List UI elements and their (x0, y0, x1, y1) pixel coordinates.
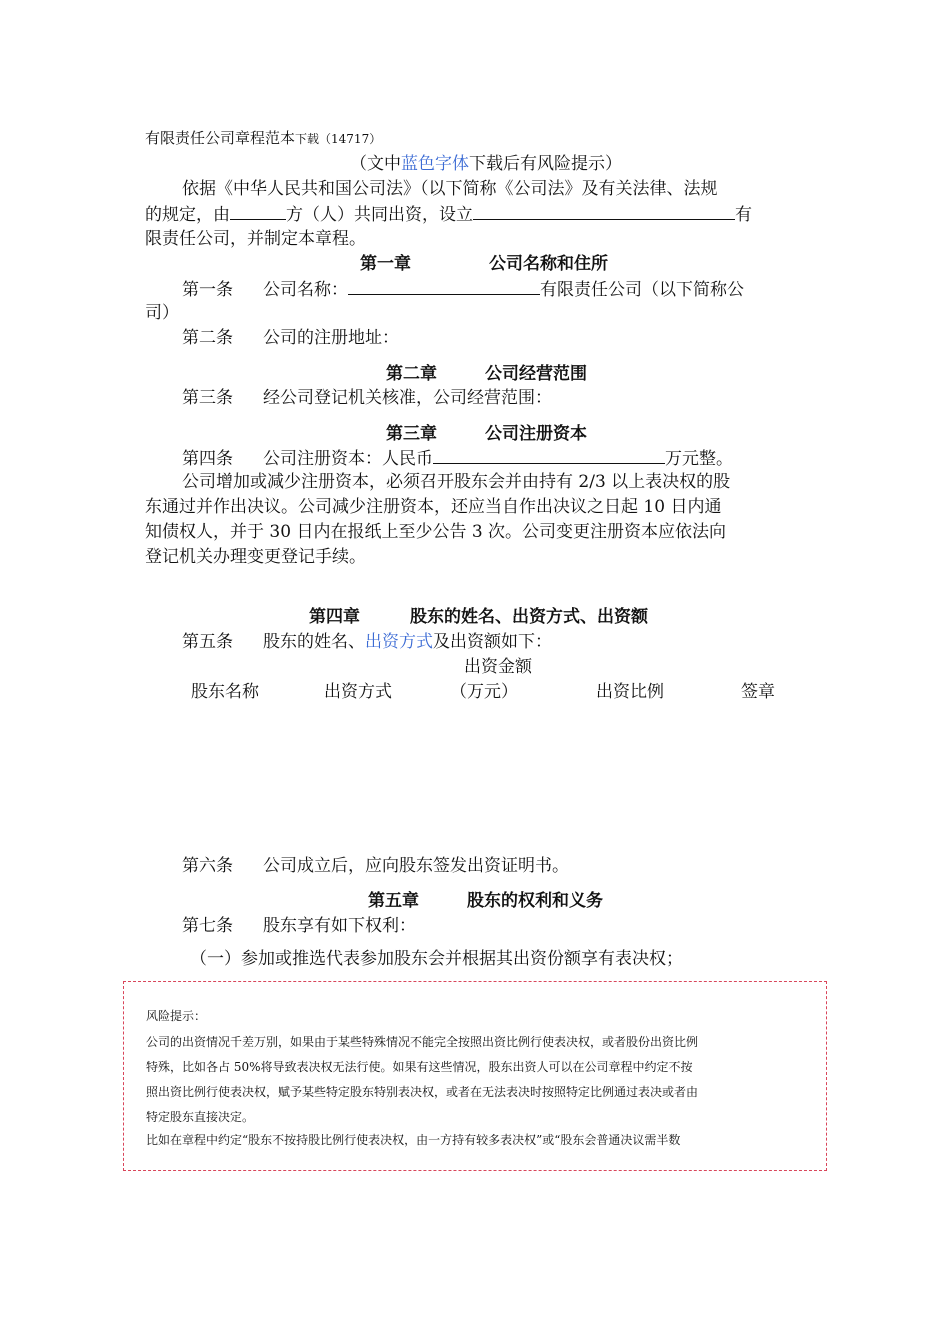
risk-text-line-1: 公司的出资情况千差万别，如果由于某些特殊情况不能完全按照出资比例行使表决权，或者股份出资比例 (146, 1035, 699, 1049)
chapter-2-heading (386, 363, 587, 385)
header-contribution-ratio: 出资比例 (596, 682, 664, 702)
article-4-para-3: 知债权人，并于 30 日内在报纸上至少公告 3 次。公司变更注册资本应依法向 (145, 522, 727, 542)
article-5-blue-text: 出资方式 (365, 632, 433, 652)
article-7 (182, 915, 416, 937)
chapter-1-title: 公司名称和住所 (489, 254, 608, 274)
risk-text-line-2: 特殊，比如各占 50%将导致表决权无法行使。如果有这些情况，股东出资人可以在公司章程中约定不按 (146, 1060, 693, 1074)
note-open: （文中 (350, 154, 401, 174)
article-7-item-1: （一）参加或推选代表参加股东会并根据其出资份额享有表决权； (190, 949, 683, 969)
chapter-2-title: 公司经营范围 (485, 364, 587, 384)
article-4-para-2: 东通过并作出决议。公司减少注册资本，还应当自作出决议之日起 10 日内通 (145, 497, 722, 517)
article-2 (182, 327, 399, 349)
doc-title-count: （14717） (319, 132, 382, 146)
company-name-field-blank[interactable] (348, 278, 540, 295)
registered-capital-blank[interactable] (433, 447, 665, 464)
preamble-line-3: 限责任公司，并制定本章程。 (145, 229, 366, 249)
investor-count-blank[interactable] (230, 203, 286, 220)
chapter-2-number: 第二章 (386, 364, 437, 384)
chapter-4-heading (309, 606, 648, 628)
article-7-text: 股东享有如下权利： (263, 916, 416, 936)
article-2-number: 第二条 (182, 328, 233, 348)
article-4-para-1: 公司增加或减少注册资本，必须召开股东会并由持有 2/3 以上表决权的股 (182, 472, 731, 492)
chapter-1-number: 第一章 (360, 254, 411, 274)
article-3-text: 经公司登记机关核准，公司经营范围： (263, 388, 552, 408)
preamble-line-2 (145, 203, 752, 226)
company-name-blank[interactable] (473, 203, 735, 220)
preamble-text-b: 方（人）共同出资，设立 (286, 205, 473, 225)
preamble-text-a: 的规定，由 (145, 205, 230, 225)
preamble-text-c: 有 (735, 205, 752, 225)
chapter-5-number: 第五章 (368, 891, 419, 911)
chapter-3-title: 公司注册资本 (485, 424, 587, 444)
blue-font-note (350, 153, 622, 175)
article-5-text-a: 股东的姓名、 (263, 632, 365, 652)
doc-title (145, 127, 381, 150)
note-close: 下载后有风险提示） (469, 154, 622, 174)
preamble-line-1: 依据《中华人民共和国公司法》（以下简称《公司法》及有关法律、法规 (182, 179, 718, 199)
article-6 (182, 855, 569, 877)
article-2-text: 公司的注册地址： (263, 328, 399, 348)
chapter-3-heading (386, 423, 587, 445)
chapter-3-number: 第三章 (386, 424, 437, 444)
article-3-number: 第三条 (182, 388, 233, 408)
chapter-1-heading (360, 253, 608, 275)
header-contribution-method: 出资方式 (324, 682, 392, 702)
article-4-text-a: 公司注册资本：人民币 (263, 449, 433, 469)
article-1 (182, 278, 744, 301)
article-4-text-b: 万元整。 (665, 449, 733, 469)
risk-text-line-4: 特定股东直接决定。 (146, 1110, 255, 1124)
header-seal: 签章 (741, 682, 775, 702)
risk-text-line-3: 照出资比例行使表决权，赋予某些特定股东特别表决权，或者在无法表决时按照特定比例通过表决或者由 (146, 1085, 699, 1099)
article-3 (182, 387, 552, 409)
article-6-number: 第六条 (182, 856, 233, 876)
article-1-number: 第一条 (182, 280, 233, 300)
article-6-text: 公司成立后，应向股东签发出资证明书。 (263, 856, 569, 876)
header-amount-line-1: 出资金额 (464, 657, 532, 677)
doc-title-download: 下载 (295, 132, 320, 146)
article-4-number: 第四条 (182, 449, 233, 469)
header-amount-line-2: （万元） (450, 682, 518, 702)
article-5-number: 第五条 (182, 632, 233, 652)
article-5-text-b: 及出资额如下： (433, 632, 552, 652)
risk-heading: 风险提示： (146, 1009, 207, 1023)
note-blue-text: 蓝色字体 (401, 154, 469, 174)
article-4 (182, 447, 733, 470)
article-1-text-b: 有限责任公司（以下简称公 (540, 280, 744, 300)
chapter-4-title: 股东的姓名、出资方式、出资额 (410, 607, 648, 627)
article-7-number: 第七条 (182, 916, 233, 936)
chapter-5-title: 股东的权利和义务 (467, 891, 603, 911)
risk-warning-box (123, 981, 827, 1171)
article-4-para-4: 登记机关办理变更登记手续。 (145, 547, 366, 567)
risk-text-line-5: 比如在章程中约定“股东不按持股比例行使表决权，由一方持有较多表决权”或“股东会普通决议需半数 (146, 1133, 681, 1147)
doc-title-main: 有限责任公司章程范本 (145, 129, 296, 147)
chapter-5-heading (368, 890, 603, 912)
chapter-4-number: 第四章 (309, 607, 360, 627)
article-1-text-a: 公司名称： (263, 280, 348, 300)
article-1-continued: 司） (145, 303, 179, 323)
article-5 (182, 631, 552, 653)
header-shareholder-name: 股东名称 (191, 682, 259, 702)
